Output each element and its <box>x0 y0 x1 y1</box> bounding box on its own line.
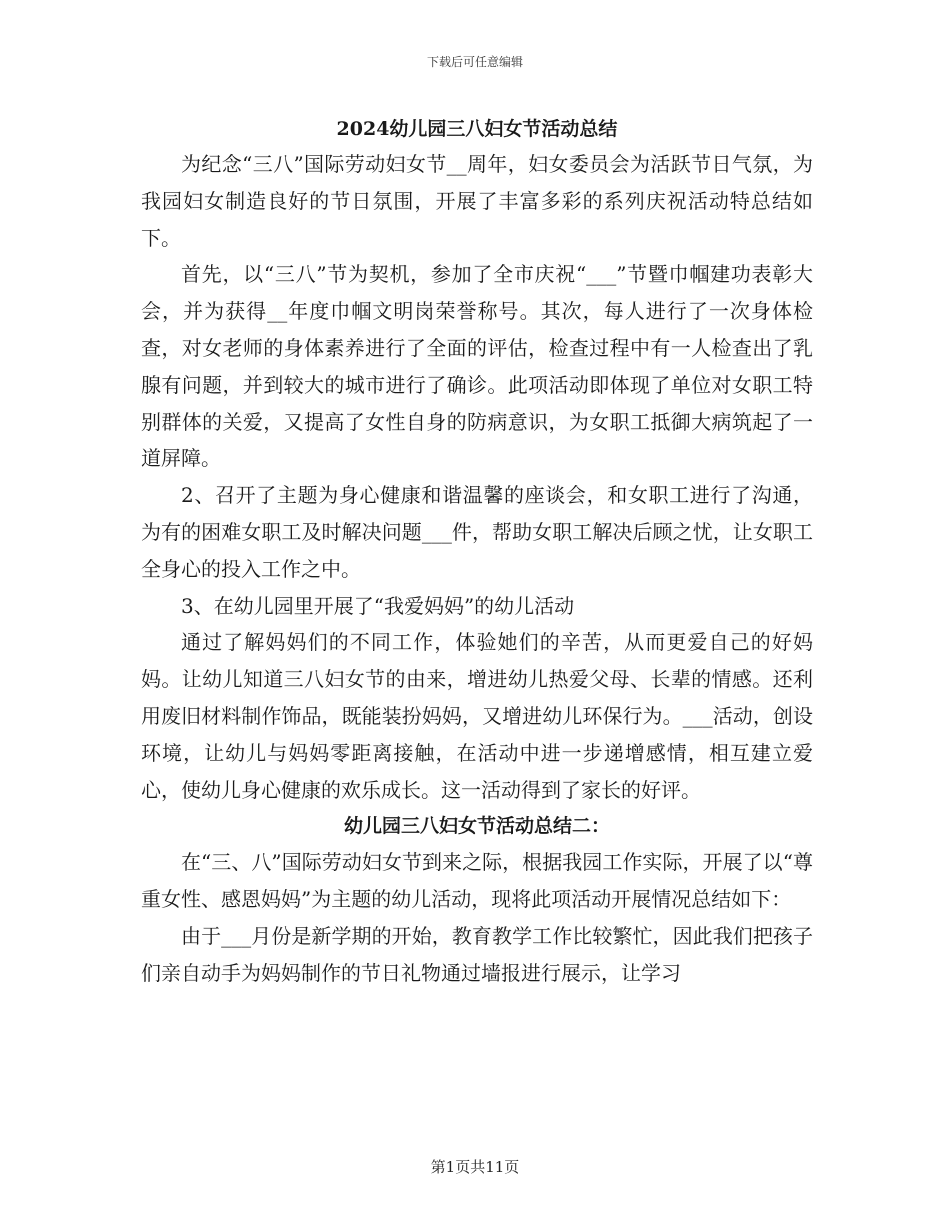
document-title: 2024幼儿园三八妇女节活动总结 <box>336 118 618 140</box>
paragraph-intro: 为纪念“三八”国际劳动妇女节__周年，妇女委员会为活跃节日气氛，为我园妇女制造良好的节日氛围，开展了丰富多彩的系列庆祝活动特总结如下。 <box>141 152 813 250</box>
page-footer-number: 第1页共11页 <box>430 1158 520 1176</box>
document-body <box>141 112 813 992</box>
section-subtitle: 幼儿园三八妇女节活动总结二： <box>343 815 610 838</box>
paragraph-item-2: 2、召开了主题为身心健康和谐温馨的座谈会，和女职工进行了沟通，为有的困难女职工及时解决问题___件，帮助女职工解决后顾之忧，让女职工全身心的投入工作之中。 <box>141 483 813 581</box>
paragraph-part2-intro: 在“三、八”国际劳动妇女节到来之际，根据我园工作实际，开展了以“尊重女性、感恩妈妈”为主题的幼儿活动，现将此项活动开展情况总结如下： <box>141 850 813 912</box>
paragraph-item-3: 3、在幼儿园里开展了“我爱妈妈”的幼儿活动 <box>181 593 575 618</box>
paragraph-first: 首先，以“三八”节为契机，参加了全市庆祝“___”节暨巾帼建功表彰大会，并为获得__年度巾帼文明岗荣誉称号。其次，每人进行了一次身体检查，对女老师的身体素养进行了全面的评估，检查过程中有一人检查出了乳腺有问题，并到较大的城市进行了确诊。此项活动即体现了单位对女职工特别群体的关爱，又提高了女性自身的防病意识，为女职工抵御大病筑起了一道屏障。 <box>141 262 813 471</box>
page-header-note: 下载后可任意编辑 <box>426 55 523 69</box>
paragraph-activity: 通过了解妈妈们的不同工作，体验她们的辛苦，从而更爱自己的好妈妈。让幼儿知道三八妇女节的由来，增进幼儿热爱父母、长辈的情感。还利用废旧材料制作饰品，既能装扮妈妈，又增进幼儿环保行为。___活动，创设环境，让幼儿与妈妈零距离接触，在活动中进一步递增感情，相互建立爱心，使幼儿身心健康的欢乐成长。这一活动得到了家长的好评。 <box>141 630 813 802</box>
paragraph-part2-body: 由于___月份是新学期的开始，教育教学工作比较繁忙，因此我们把孩子们亲自动手为妈妈制作的节日礼物通过墙报进行展示，让学习 <box>141 923 813 985</box>
